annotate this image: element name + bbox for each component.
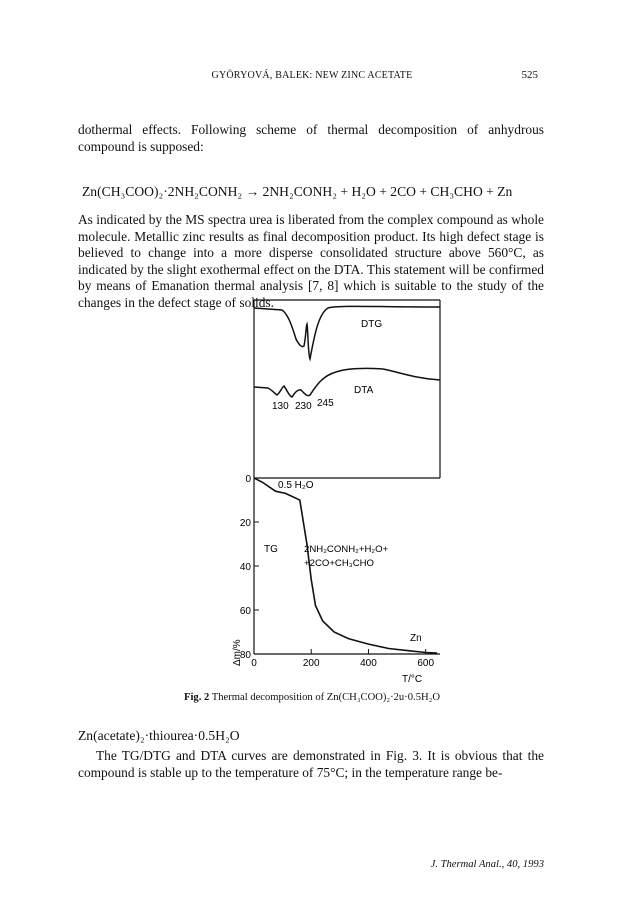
y-tick-label: 20 — [239, 518, 251, 529]
thermal-analysis-plot — [178, 296, 448, 688]
caption-text: Thermal decomposition of Zn(CH₃COO)₂·2u·0.5H₂O — [211, 692, 440, 703]
y-tick-label: 40 — [239, 562, 251, 573]
figure-caption — [0, 692, 624, 703]
journal-footer: J. Thermal Anal., 40, 1993 — [430, 859, 544, 870]
dtg-curve — [254, 306, 440, 359]
y-tick-label: 60 — [239, 606, 251, 617]
dtg-label: DTG — [361, 319, 383, 330]
y-tick-label: 0 — [245, 474, 251, 485]
x-tick-label: 200 — [302, 658, 320, 669]
residue-label: Zn — [410, 633, 422, 644]
reaction-equation: Zn(CH₃COO)₂·2NH₂CONH₂ → 2NH₂CONH₂ + H₂O + 2CO + CH₃CHO + Zn — [82, 184, 513, 199]
x-tick-label: 600 — [417, 658, 435, 669]
x-tick-label: 400 — [360, 658, 377, 669]
tg-label: TG — [264, 544, 278, 555]
dta-peak-230: 230 — [295, 401, 312, 412]
y-axis-title: Δm/% — [232, 639, 243, 666]
x-ticks — [251, 649, 434, 669]
dta-curve — [254, 368, 440, 397]
x-axis-title: T/°C — [402, 674, 423, 685]
step2-label-line2: +2CO+CH₃CHO — [304, 558, 375, 569]
paragraph-2: As indicated by the MS spectra urea is liberated from the complex compound as whole molecule. Metallic zinc results as final decomposition product. Its high defect stage is believed to change into a more disperse consolidated structure above 560°C, as indicated by the slight exothermal effect on the DTA. This statement will be confirmed by means of Emanation thermal analysis [7, 8] which is suitable to the study of the changes in the defect stage of solids. — [78, 212, 544, 310]
paragraph-3: The TG/DTG and DTA curves are demonstrated in Fig. 3. It is obvious that the compound is stable up to the temperature of 75°C; in the temperature range be- — [78, 748, 544, 780]
page-number: 525 — [521, 69, 538, 81]
step2-label-line1: 2NH₂CONH₂+H₂O+ — [304, 544, 389, 555]
figure-2 — [178, 296, 448, 688]
section-heading: Zn(acetate)₂·thiourea·0.5H₂O — [78, 728, 240, 743]
caption-label: Fig. 2 — [184, 692, 210, 703]
x-tick-label: 0 — [251, 658, 257, 669]
dta-peak-245: 245 — [317, 398, 334, 409]
y-ticks — [240, 474, 259, 661]
dta-label: DTA — [354, 385, 374, 396]
y-tick-label: 80 — [239, 650, 251, 661]
dta-peak-130: 130 — [272, 401, 289, 412]
running-header — [0, 70, 624, 86]
step1-label: 0.5 H₂O — [278, 480, 314, 491]
running-title: GYÖRYOVÁ, BALEK: NEW ZINC ACETATE — [211, 70, 413, 81]
paragraph-1: dothermal effects. Following scheme of thermal decomposition of anhydrous compound is supposed: — [78, 122, 544, 154]
